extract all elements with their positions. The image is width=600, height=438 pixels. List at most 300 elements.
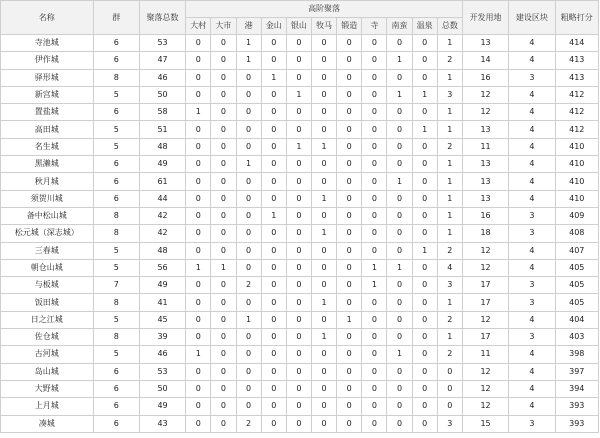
cell-block: 3 (509, 415, 555, 432)
cell-land: 13 (462, 190, 508, 207)
cell-total: 42 (139, 207, 185, 224)
cell-advanced: 0 (211, 121, 236, 138)
cell-advanced: 0 (261, 363, 286, 380)
cell-advanced: 3 (437, 86, 462, 103)
cell-advanced: 0 (412, 294, 437, 311)
cell-advanced: 0 (337, 259, 362, 276)
cell-qun: 6 (93, 398, 139, 415)
cell-advanced: 0 (387, 190, 412, 207)
cell-advanced: 0 (387, 104, 412, 121)
cell-advanced: 0 (387, 121, 412, 138)
cell-advanced: 0 (211, 173, 236, 190)
cell-total: 51 (139, 121, 185, 138)
cell-advanced: 1 (437, 35, 462, 52)
table-row (1, 156, 599, 173)
table-row (1, 35, 599, 52)
cell-advanced: 1 (261, 207, 286, 224)
cell-block: 3 (509, 329, 555, 346)
cell-advanced: 0 (211, 104, 236, 121)
cell-advanced: 0 (362, 363, 387, 380)
cell-total: 46 (139, 69, 185, 86)
cell-advanced: 0 (286, 294, 311, 311)
cell-qun: 6 (93, 363, 139, 380)
cell-advanced: 0 (186, 225, 211, 242)
cell-advanced: 0 (261, 225, 286, 242)
cell-advanced: 0 (362, 294, 387, 311)
cell-advanced: 0 (337, 69, 362, 86)
cell-advanced: 2 (236, 415, 261, 432)
cell-advanced: 1 (236, 311, 261, 328)
table-row (1, 294, 599, 311)
cell-advanced: 0 (186, 398, 211, 415)
cell-advanced: 0 (337, 363, 362, 380)
cell-advanced: 0 (412, 104, 437, 121)
cell-advanced: 0 (261, 380, 286, 397)
cell-name: 备中松山城 (1, 207, 94, 224)
cell-advanced: 1 (211, 259, 236, 276)
cell-advanced: 0 (236, 294, 261, 311)
cell-name: 古河城 (1, 346, 94, 363)
cell-advanced: 0 (286, 398, 311, 415)
cell-advanced: 0 (387, 207, 412, 224)
cell-advanced: 0 (236, 225, 261, 242)
cell-qun: 6 (93, 35, 139, 52)
cell-advanced: 0 (311, 173, 336, 190)
cell-land: 11 (462, 138, 508, 155)
header-sub: 金山 (261, 18, 286, 35)
cell-advanced: 0 (286, 259, 311, 276)
header-block: 建设区块 (509, 1, 555, 35)
cell-qun: 5 (93, 242, 139, 259)
cell-advanced: 0 (311, 277, 336, 294)
cell-advanced: 1 (236, 35, 261, 52)
cell-advanced: 0 (337, 225, 362, 242)
cell-advanced: 1 (437, 190, 462, 207)
cell-advanced: 0 (412, 69, 437, 86)
cell-land: 15 (462, 415, 508, 432)
cell-land: 12 (462, 363, 508, 380)
cell-block: 4 (509, 156, 555, 173)
cell-advanced: 0 (311, 104, 336, 121)
cell-advanced: 0 (387, 138, 412, 155)
cell-advanced: 2 (437, 242, 462, 259)
cell-advanced: 0 (337, 415, 362, 432)
cell-total: 58 (139, 104, 185, 121)
cell-advanced: 0 (311, 156, 336, 173)
cell-advanced: 0 (362, 104, 387, 121)
cell-advanced: 0 (337, 207, 362, 224)
cell-advanced: 0 (261, 86, 286, 103)
cell-advanced: 0 (412, 380, 437, 397)
cell-name: 饭田城 (1, 294, 94, 311)
header-sub: 总数 (437, 18, 462, 35)
cell-advanced: 0 (337, 346, 362, 363)
cell-advanced: 1 (437, 173, 462, 190)
cell-advanced: 0 (337, 138, 362, 155)
cell-advanced: 0 (236, 138, 261, 155)
table-row (1, 415, 599, 432)
cell-land: 18 (462, 225, 508, 242)
cell-qun: 6 (93, 190, 139, 207)
cell-advanced: 0 (412, 311, 437, 328)
cell-advanced: 0 (286, 311, 311, 328)
table-row (1, 277, 599, 294)
cell-advanced: 0 (211, 346, 236, 363)
header-advanced-settlements: 高阶聚落 (186, 1, 463, 18)
table-row (1, 329, 599, 346)
cell-advanced: 0 (412, 190, 437, 207)
cell-advanced: 1 (186, 104, 211, 121)
cell-score: 410 (555, 138, 598, 155)
cell-advanced: 0 (387, 380, 412, 397)
cell-score: 413 (555, 69, 598, 86)
cell-advanced: 0 (362, 225, 387, 242)
cell-name: 驿形城 (1, 69, 94, 86)
header-sub: 锻造 (337, 18, 362, 35)
cell-advanced: 0 (186, 277, 211, 294)
cell-qun: 8 (93, 329, 139, 346)
table-row (1, 190, 599, 207)
cell-advanced: 0 (211, 138, 236, 155)
cell-score: 414 (555, 35, 598, 52)
cell-advanced: 0 (186, 415, 211, 432)
cell-qun: 6 (93, 156, 139, 173)
cell-advanced: 0 (286, 121, 311, 138)
cell-block: 3 (509, 69, 555, 86)
table-row (1, 207, 599, 224)
cell-block: 4 (509, 52, 555, 69)
cell-total: 50 (139, 380, 185, 397)
cell-advanced: 0 (412, 138, 437, 155)
cell-advanced: 0 (286, 380, 311, 397)
cell-advanced: 0 (236, 363, 261, 380)
cell-advanced: 0 (211, 86, 236, 103)
cell-name: 秋月城 (1, 173, 94, 190)
cell-advanced: 0 (311, 52, 336, 69)
cell-qun: 6 (93, 415, 139, 432)
cell-score: 412 (555, 86, 598, 103)
cell-block: 4 (509, 121, 555, 138)
cell-total: 50 (139, 86, 185, 103)
cell-advanced: 1 (437, 207, 462, 224)
cell-qun: 5 (93, 259, 139, 276)
cell-advanced: 0 (286, 346, 311, 363)
table-row (1, 398, 599, 415)
cell-advanced: 0 (211, 242, 236, 259)
cell-score: 393 (555, 415, 598, 432)
cell-total: 45 (139, 311, 185, 328)
cell-land: 11 (462, 346, 508, 363)
cell-advanced: 0 (261, 52, 286, 69)
cell-advanced: 0 (337, 242, 362, 259)
cell-advanced: 0 (186, 363, 211, 380)
cell-advanced: 0 (186, 311, 211, 328)
cell-advanced: 0 (311, 86, 336, 103)
cell-block: 3 (509, 207, 555, 224)
cell-advanced: 0 (211, 398, 236, 415)
cell-advanced: 0 (236, 86, 261, 103)
cell-advanced: 0 (337, 329, 362, 346)
cell-score: 409 (555, 207, 598, 224)
cell-advanced: 0 (211, 329, 236, 346)
cell-advanced: 0 (337, 104, 362, 121)
cell-advanced: 0 (437, 363, 462, 380)
cell-advanced: 0 (362, 207, 387, 224)
cell-name: 大野城 (1, 380, 94, 397)
cell-advanced: 1 (437, 225, 462, 242)
cell-score: 410 (555, 173, 598, 190)
table-row (1, 86, 599, 103)
cell-land: 13 (462, 121, 508, 138)
header-total: 聚落总数 (139, 1, 185, 35)
cell-advanced: 0 (412, 225, 437, 242)
cell-advanced: 1 (412, 121, 437, 138)
cell-advanced: 0 (261, 35, 286, 52)
table-row (1, 173, 599, 190)
header-score: 粗略打分 (555, 1, 598, 35)
table-row (1, 380, 599, 397)
cell-land: 12 (462, 259, 508, 276)
cell-score: 405 (555, 277, 598, 294)
cell-qun: 6 (93, 173, 139, 190)
cell-score: 410 (555, 156, 598, 173)
cell-advanced: 1 (437, 156, 462, 173)
cell-advanced: 1 (437, 69, 462, 86)
cell-block: 4 (509, 190, 555, 207)
cell-advanced: 1 (362, 259, 387, 276)
cell-name: 与板城 (1, 277, 94, 294)
cell-advanced: 0 (261, 121, 286, 138)
cell-advanced: 1 (311, 138, 336, 155)
cell-advanced: 0 (211, 277, 236, 294)
cell-score: 404 (555, 311, 598, 328)
cell-advanced: 1 (311, 190, 336, 207)
table-row (1, 346, 599, 363)
cell-qun: 5 (93, 86, 139, 103)
cell-advanced: 0 (186, 190, 211, 207)
cell-advanced: 0 (311, 398, 336, 415)
cell-advanced: 0 (236, 398, 261, 415)
cell-advanced: 0 (362, 121, 387, 138)
cell-land: 12 (462, 242, 508, 259)
cell-advanced: 0 (286, 242, 311, 259)
cell-advanced: 0 (387, 225, 412, 242)
cell-land: 12 (462, 398, 508, 415)
cell-total: 48 (139, 242, 185, 259)
cell-name: 上月城 (1, 398, 94, 415)
cell-advanced: 0 (211, 156, 236, 173)
cell-advanced: 1 (387, 346, 412, 363)
cell-advanced: 0 (362, 190, 387, 207)
cell-advanced: 1 (412, 86, 437, 103)
cell-advanced: 0 (236, 121, 261, 138)
cell-advanced: 0 (186, 380, 211, 397)
cell-advanced: 0 (211, 380, 236, 397)
cell-total: 61 (139, 173, 185, 190)
cell-advanced: 0 (211, 294, 236, 311)
cell-name: 日之江城 (1, 311, 94, 328)
cell-score: 405 (555, 259, 598, 276)
cell-advanced: 1 (261, 69, 286, 86)
cell-advanced: 0 (437, 380, 462, 397)
cell-advanced: 0 (362, 398, 387, 415)
cell-total: 39 (139, 329, 185, 346)
header-qun: 群 (93, 1, 139, 35)
cell-advanced: 0 (387, 329, 412, 346)
cell-score: 413 (555, 52, 598, 69)
cell-name: 凑城 (1, 415, 94, 432)
cell-qun: 8 (93, 69, 139, 86)
cell-advanced: 0 (286, 190, 311, 207)
cell-advanced: 0 (286, 35, 311, 52)
cell-land: 17 (462, 294, 508, 311)
cell-name: 朝仓山城 (1, 259, 94, 276)
table-row (1, 52, 599, 69)
cell-advanced: 0 (261, 294, 286, 311)
cell-name: 置盐城 (1, 104, 94, 121)
cell-advanced: 1 (186, 259, 211, 276)
header-sub: 温泉 (412, 18, 437, 35)
table-row (1, 121, 599, 138)
cell-advanced: 0 (311, 415, 336, 432)
cell-name: 黑濑城 (1, 156, 94, 173)
cell-advanced: 0 (337, 380, 362, 397)
cell-total: 47 (139, 52, 185, 69)
cell-score: 412 (555, 104, 598, 121)
cell-advanced: 1 (286, 86, 311, 103)
header-sub: 牧马 (311, 18, 336, 35)
cell-block: 4 (509, 363, 555, 380)
cell-advanced: 1 (362, 277, 387, 294)
table-body (1, 35, 599, 433)
cell-advanced: 0 (387, 294, 412, 311)
cell-advanced: 0 (211, 190, 236, 207)
cell-advanced: 0 (311, 363, 336, 380)
cell-advanced: 0 (261, 242, 286, 259)
cell-name: 岛山城 (1, 363, 94, 380)
cell-advanced: 3 (437, 415, 462, 432)
cell-land: 16 (462, 69, 508, 86)
cell-total: 48 (139, 138, 185, 155)
cell-advanced: 2 (236, 277, 261, 294)
cell-advanced: 0 (387, 35, 412, 52)
cell-advanced: 1 (236, 156, 261, 173)
cell-score: 407 (555, 242, 598, 259)
cell-advanced: 0 (261, 138, 286, 155)
cell-advanced: 0 (261, 398, 286, 415)
cell-advanced: 0 (211, 35, 236, 52)
cell-advanced: 0 (186, 86, 211, 103)
cell-advanced: 0 (286, 156, 311, 173)
table-row (1, 242, 599, 259)
cell-land: 12 (462, 104, 508, 121)
cell-advanced: 0 (236, 380, 261, 397)
cell-advanced: 4 (437, 259, 462, 276)
cell-advanced: 0 (286, 363, 311, 380)
cell-advanced: 0 (387, 277, 412, 294)
cell-advanced: 0 (412, 363, 437, 380)
cell-advanced: 0 (211, 363, 236, 380)
cell-qun: 6 (93, 380, 139, 397)
cell-advanced: 2 (437, 311, 462, 328)
cell-advanced: 0 (362, 346, 387, 363)
cell-block: 4 (509, 173, 555, 190)
cell-name: 须贺川城 (1, 190, 94, 207)
cell-advanced: 0 (286, 415, 311, 432)
cell-block: 4 (509, 138, 555, 155)
cell-advanced: 0 (236, 207, 261, 224)
cell-advanced: 0 (362, 173, 387, 190)
cell-advanced: 0 (387, 69, 412, 86)
cell-advanced: 0 (387, 398, 412, 415)
cell-advanced: 0 (211, 207, 236, 224)
cell-advanced: 0 (311, 242, 336, 259)
cell-advanced: 0 (387, 363, 412, 380)
cell-score: 408 (555, 225, 598, 242)
header-sub: 大村 (186, 18, 211, 35)
cell-name: 名生城 (1, 138, 94, 155)
cell-block: 4 (509, 259, 555, 276)
cell-advanced: 0 (362, 311, 387, 328)
cell-land: 17 (462, 277, 508, 294)
cell-advanced: 1 (311, 294, 336, 311)
cell-advanced: 0 (412, 259, 437, 276)
cell-advanced: 0 (186, 138, 211, 155)
cell-total: 41 (139, 294, 185, 311)
cell-advanced: 0 (412, 173, 437, 190)
cell-qun: 8 (93, 294, 139, 311)
cell-advanced: 0 (387, 311, 412, 328)
cell-advanced: 1 (236, 52, 261, 69)
cell-advanced: 0 (337, 86, 362, 103)
cell-advanced: 0 (362, 242, 387, 259)
cell-land: 12 (462, 311, 508, 328)
cell-advanced: 0 (186, 242, 211, 259)
cell-advanced: 0 (186, 69, 211, 86)
cell-advanced: 0 (186, 207, 211, 224)
cell-advanced: 0 (211, 225, 236, 242)
cell-advanced: 1 (412, 242, 437, 259)
cell-advanced: 0 (337, 121, 362, 138)
cell-advanced: 0 (337, 398, 362, 415)
cell-block: 4 (509, 311, 555, 328)
cell-advanced: 0 (236, 329, 261, 346)
cell-advanced: 0 (362, 415, 387, 432)
cell-advanced: 0 (286, 225, 311, 242)
cell-advanced: 0 (186, 329, 211, 346)
cell-advanced: 0 (412, 415, 437, 432)
cell-land: 17 (462, 329, 508, 346)
cell-advanced: 0 (236, 259, 261, 276)
cell-qun: 5 (93, 346, 139, 363)
cell-block: 3 (509, 225, 555, 242)
table-row (1, 363, 599, 380)
cell-advanced: 1 (311, 225, 336, 242)
cell-score: 412 (555, 121, 598, 138)
cell-advanced: 0 (412, 329, 437, 346)
cell-advanced: 0 (186, 52, 211, 69)
cell-block: 4 (509, 380, 555, 397)
cell-advanced: 0 (311, 311, 336, 328)
cell-advanced: 2 (437, 346, 462, 363)
cell-score: 410 (555, 190, 598, 207)
cell-block: 4 (509, 86, 555, 103)
cell-advanced: 1 (437, 104, 462, 121)
cell-advanced: 0 (311, 35, 336, 52)
cell-advanced: 0 (286, 173, 311, 190)
cell-land: 16 (462, 207, 508, 224)
cell-advanced: 0 (261, 104, 286, 121)
